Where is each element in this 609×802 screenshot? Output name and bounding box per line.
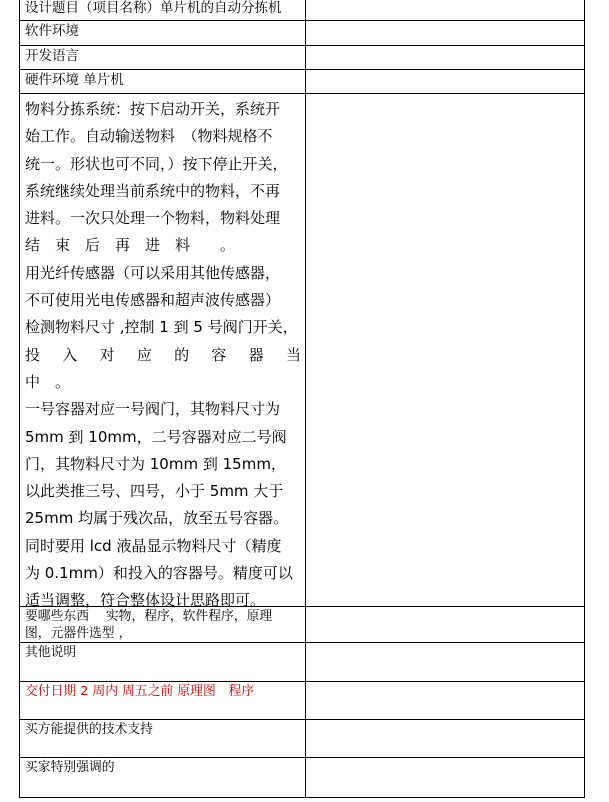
title-label: 设计题目（项目名称）单片机的自动分拣机 — [19, 0, 306, 20]
desc-line: 统一。形状也可不同，）按下停止开关， — [25, 154, 288, 173]
needs-line: 要哪些东西 实物，程序，软件程序，原理 — [25, 609, 273, 624]
support-value — [306, 720, 585, 757]
emphasis-label: 买家特别强调的 — [19, 758, 306, 797]
row-language — [19, 46, 585, 70]
requirements-table — [19, 0, 585, 798]
needs-line: 图，元器件选型 ， — [25, 626, 132, 641]
row-delivery — [19, 682, 585, 720]
desc-line: 5mm 到 10mm，二号容器对应二号阀 — [25, 427, 287, 446]
desc-line: 不可使用光电传感器和超声波传感器） — [25, 291, 281, 310]
desc-line: 检测物料尺寸 ,控制 1 到 5 号阀门开关， — [25, 318, 298, 337]
desc-line: 以此类推三号、四号，小于 5mm 大于 — [25, 482, 284, 501]
desc-line: 同时要用 lcd 液晶显示物料尺寸（精度 — [25, 536, 282, 555]
desc-line: 投 入 对 应 的 容 器 当 中 。 — [25, 345, 317, 391]
row-description — [19, 94, 585, 610]
desc-line: 系统继续处理当前系统中的物料，不再 — [25, 181, 281, 200]
desc-line: 进料。一次只处理一个物料，物料处理 — [25, 209, 281, 228]
desc-line: 始工作。自动输送物料 （物料规格不 — [25, 127, 273, 146]
emphasis-value — [306, 758, 585, 797]
software-label: 软件环境 — [19, 21, 306, 45]
needs-label — [19, 607, 306, 642]
row-hardware — [19, 70, 585, 94]
other-label: 其他说明 — [19, 643, 306, 681]
row-needs — [19, 607, 585, 643]
title-value — [306, 0, 585, 20]
needs-value — [306, 607, 585, 642]
desc-line: 一号容器对应一号阀门，其物料尺寸为 — [25, 400, 281, 419]
desc-line: 用光纤传感器（可以采用其他传感器， — [25, 263, 281, 282]
desc-line: 结 束 后 再 进 料 。 — [25, 236, 236, 255]
desc-line: 25mm 均属于残次品，放至五号容器。 — [25, 509, 289, 528]
description-value — [306, 94, 585, 606]
language-label: 开发语言 — [19, 46, 306, 69]
software-value — [306, 21, 585, 45]
desc-line: 适当调整，符合整体设计思路即可。 — [25, 591, 266, 610]
row-title — [19, 0, 585, 21]
other-value — [306, 643, 585, 681]
desc-line: 门，其物料尺寸为 10mm 到 15mm， — [25, 454, 286, 473]
delivery-value — [306, 682, 585, 719]
row-emphasis — [19, 758, 585, 798]
hardware-value — [306, 70, 585, 93]
description-text — [19, 94, 317, 610]
language-value — [306, 46, 585, 69]
row-support — [19, 720, 585, 758]
support-label: 买方能提供的技术支持 — [19, 720, 306, 757]
desc-line: 为 0.1mm）和投入的容器号。精度可以 — [25, 564, 293, 583]
desc-line: 物料分拣系统：按下启动开关，系统开 — [25, 100, 281, 118]
hardware-label: 硬件环境 单片机 — [19, 70, 306, 93]
delivery-label: 交付日期 2 周内 周五之前 原理图 程序 — [19, 682, 306, 719]
row-other — [19, 643, 585, 682]
row-software — [19, 21, 585, 46]
